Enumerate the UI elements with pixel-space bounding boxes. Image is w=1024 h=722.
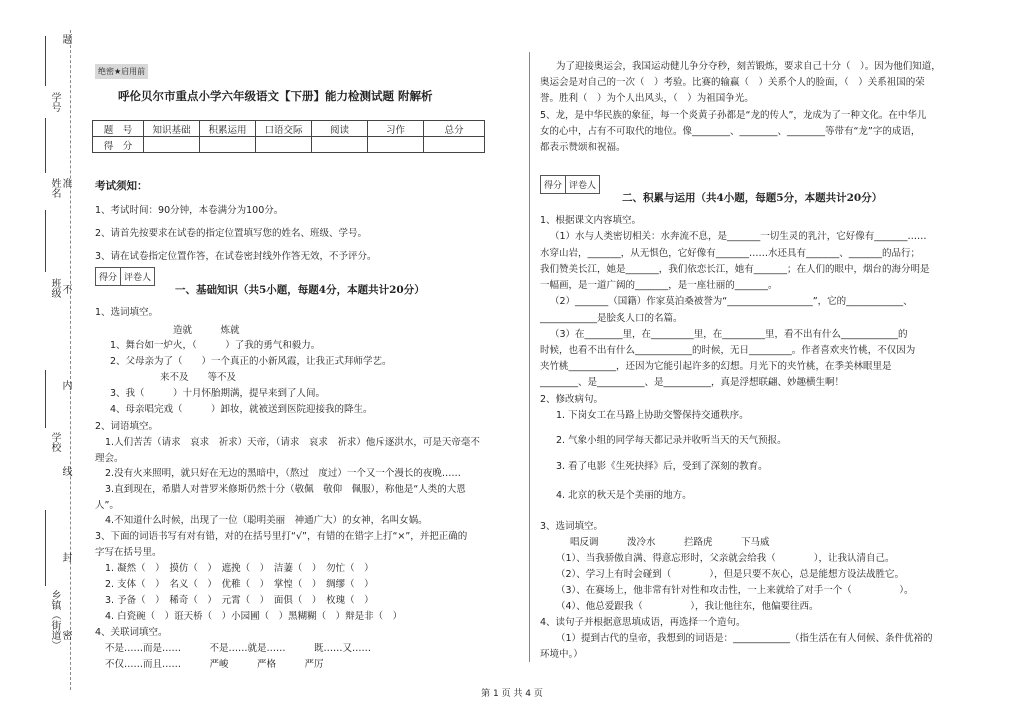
text-line: 夹竹桃__________，还因为它能引起许多的幻想。月光下的夹竹桃，在季美林眼里是 (540, 361, 892, 372)
blank-line-township (45, 510, 46, 586)
text-line: 4.不知道什么时候，出现了一位（聪明美丽 神通广大）的女神，名叫女娲。 (105, 515, 428, 526)
scorer-label: 评卷人 (124, 273, 152, 283)
score-header-cell: 积累运用 (200, 121, 256, 137)
text-line: 一幅画，是一道广阔的_______，是一座壮丽的_______。 (540, 280, 778, 291)
cut-mark: 内 (60, 380, 71, 390)
section-2-title: 二、积累与运用（共4小题，每题5分，本题共计20分） (622, 192, 883, 204)
text-line: 字写在括号里。 (95, 547, 162, 558)
text-line: 理会。 (95, 453, 124, 464)
text-line: 都表示赞颂和祝福。 (540, 142, 626, 153)
scorer-box (95, 267, 155, 286)
score-table (92, 120, 485, 153)
binding-label-name: 姓名 (49, 178, 60, 198)
text-line: （2）、学习上有时会碰到（ ），但是只要不灰心，总是能想方设法战胜它。 (556, 569, 905, 580)
text-line: （1）水与人类密切相关：水奔流不息，是_______一切生灵的乳汁，它好像有_______…… (550, 231, 927, 242)
notice-item: 1、考试时间：90分钟，本卷满分为100分。 (95, 205, 284, 216)
scorer-label: 得分 (96, 268, 121, 285)
score-cell[interactable] (368, 137, 424, 153)
text-line: 2、修改病句。 (540, 394, 604, 405)
text-line: 女的心中，占有不可取代的地位。像________、________、________等带有“龙”字的成语， (540, 126, 921, 137)
text-line: 3.直到现在，希腊人对普罗米修斯仍然十分（敬佩 敬仰 佩服），称他是“人类的大恩 (105, 484, 466, 495)
score-cell[interactable] (256, 137, 312, 153)
text-line: （3）、在赛场上，他非常有针对性和攻击性，一上来就给了对手一个（ ）。 (556, 585, 914, 596)
confidential-tag: 绝密★启用前 (95, 64, 148, 79)
text-line: ____________是脍炙人口的名篇。 (540, 313, 683, 324)
cut-mark: 线 (60, 466, 71, 476)
page-title: 呼伦贝尔市重点小学六年级语文【下册】能力检测试题 附解析 (118, 89, 433, 103)
text-line: 不是……而是…… 不是……就是…… 既……又…… (105, 643, 372, 654)
text-line: ________、是__________、是__________，真是浮想联翩、妙趣横生啊！ (540, 377, 845, 388)
binding-label-class: 班级 (49, 278, 60, 298)
text-line: 1.人们苦苦（请求 哀求 祈求）天帝，（请求 哀求 祈求）他斥逐洪水，可是天帝毫不 (105, 437, 480, 448)
text-line: 4. 白瓷碗（ ）诳天桥（ ）小园圃（ ）黑糊糊（ ）辩是非（ ） (105, 611, 403, 622)
text-line: 1、根据课文内容填空。 (540, 215, 642, 226)
text-line: 3. 予备（ ） 稀奇（ ） 元霄（ ） 面俱（ ） 枚瑰（ ） (105, 595, 374, 606)
text-line: 3、下面的词语书写有对有错，对的在括号里打“√”，有错的在错字上打“×”，并把正确的 (95, 531, 468, 542)
score-header-cell: 知识基础 (144, 121, 200, 137)
blank-line-school (45, 370, 46, 428)
notice-heading: 考试须知： (95, 180, 148, 192)
text-line: 1、舞台如一炉火，（ ）了我的勇气和毅力。 (110, 340, 321, 351)
blank-line-name (45, 118, 46, 173)
text-line: 2.没有火来照明，就只好在无边的黑暗中，（熬过 度过）一个又一个漫长的夜晚…… (105, 468, 461, 479)
scorer-label: 评卷人 (569, 181, 597, 191)
section-1-title: 一、基础知识（共5小题，每题4分，本题共计20分） (175, 284, 425, 296)
text-line: （4）、他总爱跟我（ ），我让他往东，他偏要往西。 (556, 601, 819, 612)
score-cell[interactable] (424, 137, 485, 153)
text-line: （1）、当我骄傲自满、得意忘形时，父亲就会给我（ ），让我认清自己。 (556, 553, 895, 564)
text-line: 3、选词填空。 (540, 521, 604, 532)
text-line: 造就 炼就 (173, 325, 240, 336)
score-header-cell: 口语交际 (256, 121, 312, 137)
text-line: 环境中。） (540, 649, 583, 660)
text-line: 时候，也看不出有什么____________的时候，无日_________。作者喜欢夹竹桃，不仅因为 (540, 345, 916, 356)
text-line: 3. 看了电影《生死抉择》后，受到了深刻的教育。 (556, 461, 768, 472)
binding-label-school: 学校 (49, 432, 60, 452)
cut-mark: 题 (60, 34, 71, 44)
text-line: 5、龙，是中华民族的象征，每一个炎黄子孙都是“龙的传人”，龙成为了一种文化。在中华儿 (540, 110, 927, 121)
text-line: 奥运会是对自己的一次（ ）考验。比赛的输赢（ ）关系个人的脸面，（ ）关系祖国的荣 (540, 77, 925, 88)
notice-item: 2、请首先按要求在试卷的指定位置填写您的姓名、班级、学号。 (95, 228, 368, 239)
scorer-label: 得分 (541, 176, 566, 193)
text-line: （3）在________里，在_________里，在_________里，看不出有什么____________的 (550, 329, 908, 340)
text-line: 2、父母亲为了（ ）一个真正的小新风霞，让我正式拜师学艺。 (110, 356, 392, 367)
text-line: 2、词语填空。 (95, 421, 159, 432)
blank-line-class (45, 210, 46, 272)
text-line: 4、母亲唱完戏（ ）卸妆，就被送到医院迎接我的降生。 (110, 404, 373, 415)
score-cell[interactable] (200, 137, 256, 153)
score-header-cell: 总分 (424, 121, 485, 137)
cut-mark: 封 (60, 552, 71, 562)
text-line: 1. 凝然（ ） 摸仿（ ） 遮挽（ ） 洁萋（ ） 勿忙（ ） (105, 563, 374, 574)
binding-label-township: 乡镇（街道） (49, 590, 60, 650)
text-line: 3、我（ ）十月怀胎期满，提早来到了人间。 (110, 388, 326, 399)
text-line: 4、读句子并根据意思填成语，再选择一个造句。 (540, 617, 746, 628)
text-line: 人”。 (95, 500, 119, 511)
text-line: 2. 支体（ ） 名义（ ） 优稚（ ） 掌惶（ ） 绸缪（ ） (105, 579, 374, 590)
text-line: 来不及 等不及 (160, 372, 237, 383)
text-line: 水穿山岩，_______，从无惧色，它好像有_______……水还具有_______、_______的品行； (540, 248, 921, 259)
score-header-cell: 习作 (368, 121, 424, 137)
column-divider (529, 52, 530, 662)
text-line: （1）提到古代的皇帝，我想到的词语是：____________（指生活在有人伺候、条件优裕的 (556, 633, 933, 644)
score-cell[interactable] (312, 137, 368, 153)
score-cell[interactable] (144, 137, 200, 153)
text-line: 不仅……而且…… 严峻 严格 严厉 (105, 659, 324, 670)
text-line: 1. 下岗女工在马路上协助交警保持交通秩序。 (556, 410, 749, 421)
binding-label-student-id: 学号 (49, 92, 60, 112)
page-footer: 第 1 页 共 4 页 (481, 689, 543, 699)
text-line: 我们赞美长江，她是_______，我们依恋长江，她有_______；在人们的眼中，烟台的海分明是 (540, 264, 930, 275)
text-line: 4. 北京的秋天是个美丽的地方。 (556, 490, 692, 501)
text-line: 1、选词填空。 (95, 307, 159, 318)
scorer-box (540, 175, 600, 194)
seal-cut-line (70, 30, 71, 690)
text-line: 4、关联词填空。 (95, 627, 168, 638)
cut-mark: 准 (60, 178, 71, 188)
score-header-cell: 阅读 (312, 121, 368, 137)
notice-item: 3、请在试卷指定位置作答，在试卷密封线外作答无效，不予评分。 (95, 251, 377, 262)
text-line: 为了迎接奥运会，我国运动健儿争分夺秒，刻苦锻炼，要求自己十分（ ）。因为他们知道， (556, 61, 941, 72)
text-line: 唱反调 泼冷水 拦路虎 下马威 (570, 537, 770, 548)
text-line: （2）_______（国籍）作家莫泊桑被誉为“__________________”，它的____________、 (550, 296, 913, 307)
text-line: 誉。胜利（ ）为个人出风头，（ ）为祖国争光。 (540, 93, 754, 104)
cut-mark: 密 (60, 630, 71, 640)
score-header-cell: 题 号 (93, 121, 144, 137)
score-row-label: 得 分 (93, 137, 144, 153)
cut-mark: 不 (60, 284, 71, 294)
blank-line-id (45, 36, 46, 86)
text-line: 2. 气象小组的同学每天都记录并收听当天的天气预报。 (556, 435, 787, 446)
